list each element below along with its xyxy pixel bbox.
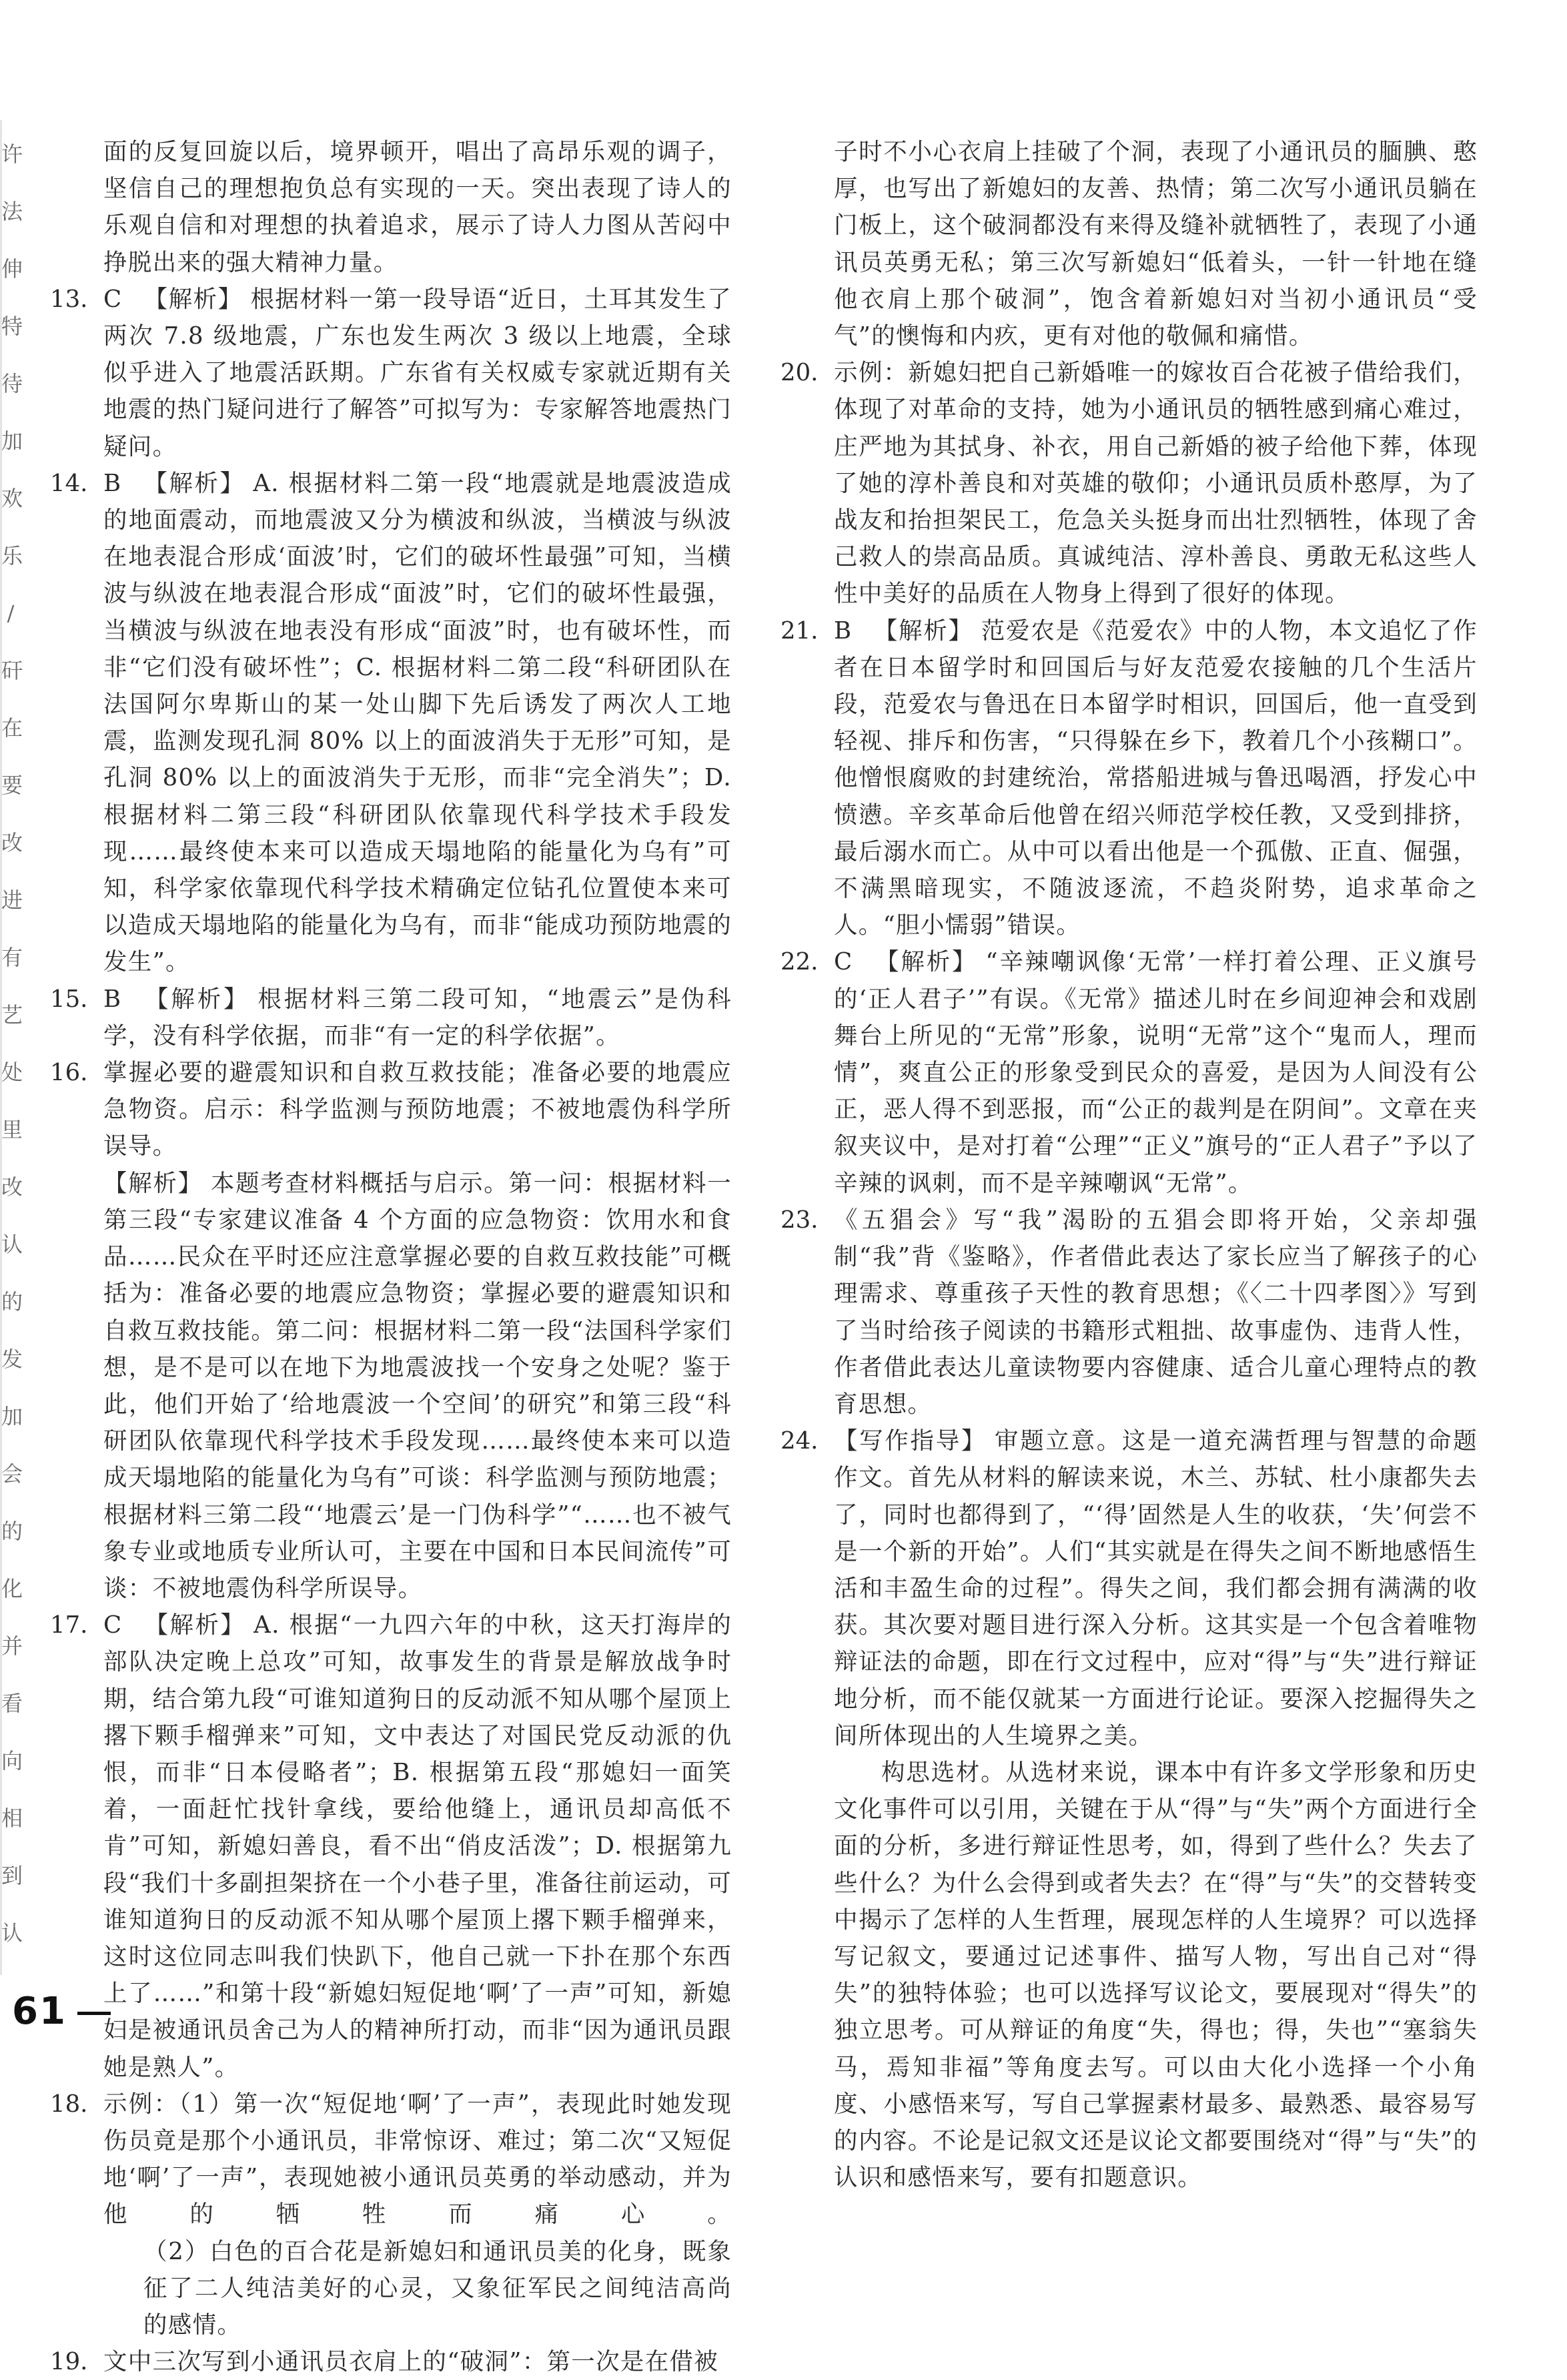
analysis-tag: 【解析】 [143,1611,246,1639]
margin-mark: 法 [1,199,23,224]
answer-entry-20 [780,354,1478,612]
question-number: 20. [780,359,819,387]
answer-entry-24-paragraph-2 [780,1754,1478,2196]
answer-entry-24 [780,1423,1478,1754]
entry-paragraph: 构思选材。从选材来说，课本中有许多文学形象和历史文化事件可以引用，关键在于从“得”与“失”两个方面进行全面的分析，多进行辩证性思考，如，得到了些什么？失去了些什么？为什么会得到或者失去？在“得”与“失”的交替转变中揭示了怎样的人生哲理，展现怎样的人生境界？可以选择写记叙文，要通过记述事件、描写人物，写出自己对“得失”的独特体验；也可以选择写议论文，要展现对“得失”的独立思考。可从辩证的角度“失，得也；得，失也”“塞翁失马，焉知非福”等角度去写。可以由大化小选择一个小角度、小感悟来写，写自己掌握素材最多、最熟悉、最容易写的内容。不论是记叙文还是议论文都要围绕对“得”与“失”的认识和感悟来写，要有扣题意识。 [834,1758,1478,2192]
margin-mark: 乐 [1,543,23,568]
analysis-text: 范爱农是《范爱农》中的人物，本文追忆了作者在日本留学时和回国后与好友范爱农接触的几个生活片段，范爱农与鲁迅在日本留学时相识，回国后，他一直受到轻视、排斥和伤害，“只得躲在乡下，教着几个小孩糊口”。他憎恨腐败的封建统治，常搭船进城与鲁迅喝酒，抒发心中愤懑。辛亥革命后他曾在绍兴师范学校任教，又受到排挤，最后溺水而亡。从中可以看出他是一个孤傲、正直、倔强，不满黑暗现实，不随波逐流，不趋炎附势，追求革命之人。“胆小懦弱”错误。 [834,617,1478,939]
margin-mark: 处 [1,1060,23,1085]
analysis-tag: 【解析】 [143,469,245,497]
question-number: 19. [50,2348,88,2376]
question-number: 24. [780,1427,819,1455]
margin-mark: 认 [1,1232,23,1257]
answer-entry-23 [780,1202,1478,1423]
question-number: 22. [780,948,819,976]
answer-choice: C [103,1611,123,1639]
margin-mark: 的 [1,1519,23,1544]
margin-mark: 欢 [1,486,23,511]
analysis-text: A. 根据材料二第一段“地震就是地震波造成的地面震动，而地震波又分为横波和纵波，当横波与纵波在地表混合形成‘面波’时，它们的破坏性最强”可知，当横波与纵波在地表混合形成“面波”时，它们的破坏性最强，当横波与纵波在地表没有形成“面波”时，也有破坏性，而非“它们没有破坏性”；C. 根据材料二第二段“科研团队在法国阿尔卑斯山的某一处山脚下先后诱发了两次人工地震，监测发现孔洞 80% 以上的面波消失于无形”可知，是孔洞 80% 以上的面波消失于无形，而非“完全消失”；D. 根据材料二第三段“科研团队依靠现代科学技术手段发现……最终使本来可以造成天塌地陷的能量化为乌有”可知，科学家依靠现代科学技术精确定位钻孔位置使本来可以造成天塌地陷的能量化为乌有，而非“能成功预防地震的发生”。 [103,469,732,976]
analysis-tag: 【解析】 [874,948,978,976]
margin-mark: 改 [1,830,23,855]
margin-mark: 伸 [1,256,23,282]
analysis-tag: 【解析】 [143,985,250,1013]
margin-mark: 里 [1,1117,23,1142]
margin-mark: 特 [1,314,23,339]
margin-mark: 向 [1,1748,23,1773]
margin-mark: 待 [1,371,23,396]
page-number [12,1990,111,2033]
margin-mark: 有 [1,945,23,970]
answer-entry-13 [50,281,732,465]
margin-mark: 相 [1,1806,23,1831]
margin-mark: 矸 [1,658,23,683]
analysis-text: A. 根据“一九四六年的中秋，这天打海岸的部队决定晚上总攻”可知，故事发生的背景是解放战争时期，结合第九段“可谁知道狗日的反动派不知从哪个屋顶上撂下颗手榴弹来”可知，文中表达了对国民党反动派的仇恨，而非“日本侵略者”；B. 根据第五段“那媳妇一面笑着，一面赶忙找针拿线，要给他缝上，通讯员却高低不肯”可知，新媳妇善良，看不出“俏皮活泼”；D. 根据第九段“我们十多副担架挤在一个小巷子里，准备往前运动，可谁知道狗日的反动派不知从哪个屋顶上撂下颗手榴弹来，这时这位同志叫我们快趴下，他自己就一下扑在那个东西上了……”和第十段“新媳妇短促地‘啊’了一声”可知，新媳妇是被通讯员舍己为人的精神所打动，而非“因为通讯员跟她是熟人”。 [103,1611,732,2081]
answer-entry-21 [780,613,1478,944]
analysis-text: 根据材料三第二段可知，“地震云”是伪科学，没有科学依据，而非“有一定的科学依据”。 [103,985,732,1050]
entry-text: 文中三次写到小通讯员衣肩上的“破洞”：第一次是在借被 [103,2348,719,2376]
margin-mark: 进 [1,887,23,913]
answer-entry-16-analysis [50,1165,732,1607]
margin-mark: 会 [1,1461,23,1487]
answer-entry-14 [50,465,732,981]
answer-entry-18 [50,2086,732,2343]
answer-entry-17 [50,1607,732,2086]
entry-text: 掌握必要的避震知识和自救互救技能；准备必要的地震应急物资。启示：科学监测与预防地震；不被地震伪科学所误导。 [103,1059,732,1160]
question-number: 15. [50,985,88,1013]
answer-choice: B [103,985,122,1013]
entry-text [103,2086,732,2343]
margin-mark: 发 [1,1346,23,1372]
entry-text [103,281,732,465]
writing-guide-text: 审题立意。这是一道充满哲理与智慧的命题作文。首先从材料的解读来说，木兰、苏轼、杜小康都失去了，同时也都得到了，“‘得’固然是人生的收获，‘失’何尝不是一个新的开始”。人们“其实就是在得失之间不断地感悟生活和丰盈生命的过程”。得失之间，我们都会拥有满满的收获。其次要对题目进行深入分析。这其实是一个包含着唯物辩证法的命题，即在行文过程中，应对“得”与“失”进行辩证地分析，而不能仅就某一方面进行论证。要深入挖掘得失之间所体现出的人生境界之美。 [834,1427,1478,1749]
question-number: 18. [50,2090,88,2118]
right-column [780,133,1478,2196]
entry-text [834,943,1478,1201]
margin-mark: 加 [1,1404,23,1429]
answer-choice: C [834,948,853,976]
analysis-text: 根据材料一第一段导语“近日，土耳其发生了两次 7.8 级地震，广东也发生两次 3 级以上地震，全球似乎进入了地震活跃期。广东省有关权威专家就近期有关地震的热门疑问进行了解答”可拟写为：专家解答地震热门疑问。 [103,285,732,460]
analysis-text: 本题考查材料概括与启示。第一问：根据材料一第三段“专家建议准备 4 个方面的应急物资：饮用水和食品……民众在平时还应注意掌握必要的自救互救技能”可概括为：准备必要的地震应急物资；掌握必要的避震知识和自救互救技能。第二问：根据材料二第一段“法国科学家们想，是不是可以在地下为地震波找一个安身之处呢？鉴于此，他们开始了‘给地震波一个空间’的研究”和第三段“科研团队依靠现代科学技术手段发现……最终使本来可以造成天塌地陷的能量化为乌有”可谈：科学监测与预防地震；根据材料三第二段“‘地震云’是一门伪科学”“……也不被气象专业或地质专业所认可，主要在中国和日本民间流传”可谈：不被地震伪科学所误导。 [103,1169,732,1602]
question-number: 16. [50,1059,88,1087]
entry-text [834,613,1478,944]
margin-mark: 许 [1,141,23,167]
margin-mark: 要 [1,773,23,798]
question-number: 21. [780,617,819,645]
margin-mark: 改 [1,1174,23,1200]
entry-text: 示例：新媳妇把自己新婚唯一的嫁妆百合花被子借给我们，体现了对革命的支持，她为小通讯员的牺牲感到痛心难过，庄严地为其拭身、补衣，用自己新婚的被子给他下葬，体现了她的淳朴善良和对英雄的敬仰；小通讯员质朴憨厚，为了战友和抬担架民工，危急关头挺身而出壮烈牺牲，体现了舍己救人的崇高品质。真诚纯洁、淳朴善良、勇敢无私这些人性中美好的品质在人物身上得到了很好的体现。 [834,359,1478,608]
analysis-tag: 【解析】 [143,285,243,313]
writing-guide-tag: 【写作指导】 [834,1427,987,1455]
entry-text [103,981,732,1054]
left-column [50,133,732,2380]
question-number: 13. [50,285,88,313]
answer-part-2: （2）白色的百合花是新媳妇和通讯员美的化身，既象征了二人纯洁美好的心灵，又象征军民之间纯洁高尚的感情。 [143,2237,732,2339]
answer-entry-22 [780,943,1478,1201]
entry-text [103,1607,732,2086]
answer-entry-16 [50,1054,732,1165]
entry-text: 《五猖会》写“我”渴盼的五猖会即将开始，父亲却强制“我”背《鉴略》，作者借此表达了家长应当了解孩子的心理需求、尊重孩子天性的教育思想；《〈二十四孝图〉》写到了当时给孩子阅读的书籍形式粗拙、故事虚伪、违背人性，作者借此表达儿童读物要内容健康、适合儿童心理特点的教育思想。 [834,1206,1478,1418]
answer-entry-19 [50,2343,732,2380]
answer-choice: C [103,285,123,313]
answer-entry-12-continued [50,133,732,281]
margin-mark: / [7,601,15,626]
margin-mark: 在 [1,715,23,741]
margin-mark: 看 [1,1691,23,1716]
analysis-tag: 【解析】 [873,617,973,645]
margin-mark: 的 [1,1289,23,1314]
answer-entry-15 [50,981,732,1054]
answer-choice: B [103,469,122,497]
question-number: 14. [50,469,88,497]
entry-text [103,1165,732,1607]
question-number: 17. [50,1611,88,1639]
margin-mark: 加 [1,428,23,454]
margin-mark: 认 [1,1920,23,1946]
answer-entry-19-continued [780,133,1478,354]
answer-choice: B [834,617,853,645]
entry-text [834,1423,1478,1754]
entry-text: 面的反复回旋以后，境界顿开，唱出了高昂乐观的调子，坚信自己的理想抱负总有实现的一天。突出表现了诗人的乐观自信和对理想的执着追求，展示了诗人力图从苦闷中挣脱出来的强大精神力量。 [103,138,732,276]
page-number-dash [77,2012,111,2015]
entry-text [103,465,732,981]
page-number-value: 61 [12,1990,67,2033]
analysis-tag: 【解析】 [103,1169,203,1197]
margin-mark: 化 [1,1576,23,1601]
question-number: 23. [780,1206,819,1234]
margin-mark: 艺 [1,1002,23,1028]
answer-part-1: 示例：（1）第一次“短促地‘啊’了一声”，表现此时她发现伤员竟是那个小通讯员，非常惊讶、难过；第二次“又短促地‘啊’了一声”，表现她被小通讯员英勇的举动感动，并为他的牺牲而痛心。 [103,2090,732,2229]
entry-text: 子时不小心衣肩上挂破了个洞，表现了小通讯员的腼腆、憨厚，也写出了新媳妇的友善、热情；第二次写小通讯员躺在门板上，这个破洞都没有来得及缝补就牺牲了，表现了小通讯员英勇无私；第三次写新媳妇“低着头，一针一针地在缝他衣肩上那个破洞”，饱含着新媳妇对当初小通讯员“受气”的懊悔和内疚，更有对他的敬佩和痛惜。 [834,138,1478,350]
analysis-text: “辛辣嘲讽像‘无常’一样打着公理、正义旗号的‘正人君子’”有误。《无常》描述儿时在乡间迎神会和戏剧舞台上所见的“无常”形象，说明“无常”这个“鬼而人，理而情”，爽直公正的形象受到民众的喜爱，是因为人间没有公正，恶人得不到恶报，而“公正的裁判是在阴间”。文章在夹叙夹议中，是对打着“公理”“正义”旗号的“正人君子”予以了辛辣的讽刺，而不是辛辣嘲讽“无常”。 [834,948,1478,1197]
margin-mark: 到 [1,1863,23,1888]
margin-mark: 并 [1,1633,23,1659]
